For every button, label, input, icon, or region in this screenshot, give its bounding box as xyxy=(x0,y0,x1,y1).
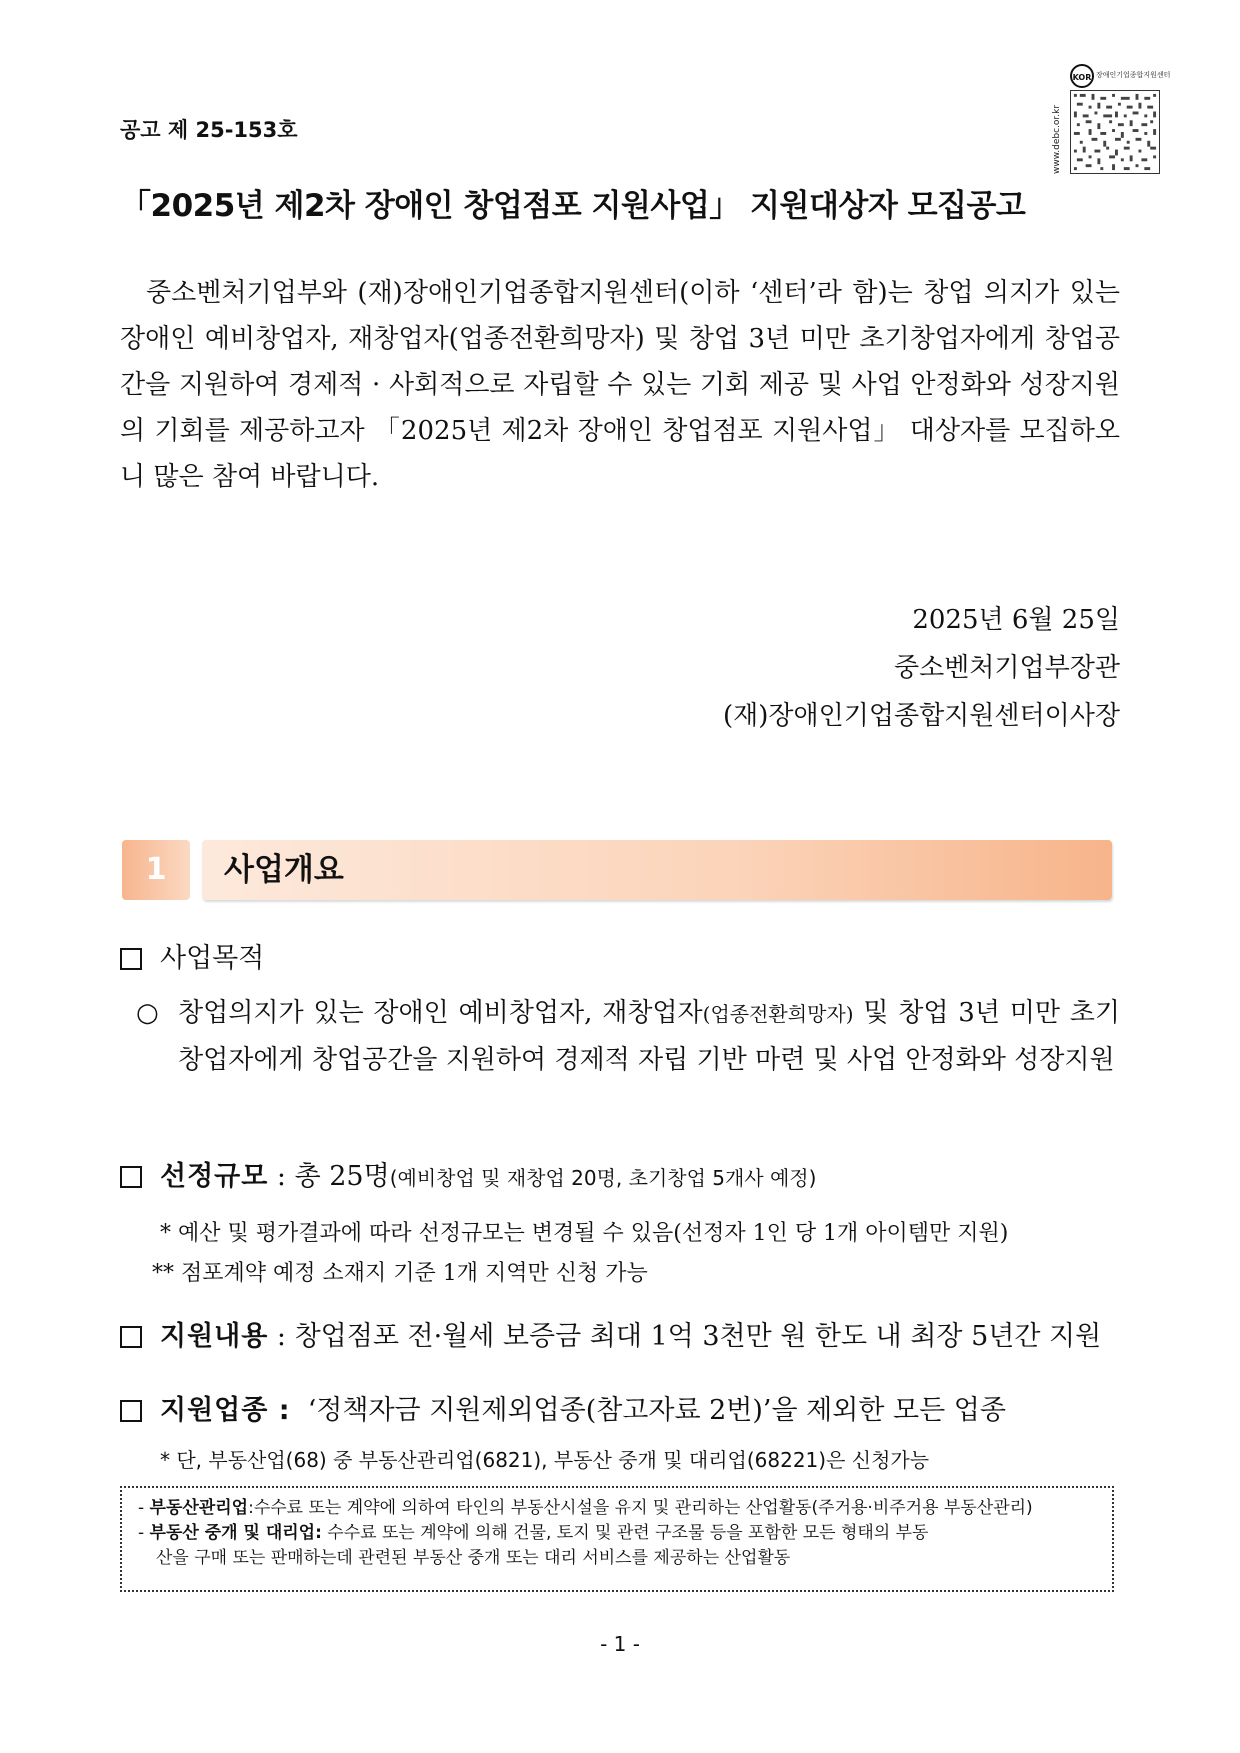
section-header-1 xyxy=(122,840,1112,900)
content-heading-text: 지원내용 xyxy=(160,1321,269,1352)
definition-item-2-continued: 산을 구매 또는 판매하는데 관련된 부동산 중개 또는 대리 서비스를 제공하는 산업활동 xyxy=(156,1548,791,1568)
purpose-text-b: 및 창업 3년 미만 초기창업자에게 창업공간을 지원하여 경제적 자립 기반 마련 및 사업 안정화와 성장지원 xyxy=(178,998,1120,1075)
definition-text-1: :수수료 또는 계약에 의하여 타인의 부동산시설을 유지 및 관리하는 산업활동(주거용·비주거용 부동산관리) xyxy=(248,1498,1033,1518)
purpose-text-small: (업종전환희망자) xyxy=(702,1002,854,1026)
checkbox-square-icon xyxy=(120,1400,142,1422)
purpose-heading xyxy=(120,936,264,975)
qr-code-icon xyxy=(1070,90,1160,174)
scale-detail: (예비창업 및 재창업 20명, 초기창업 5개사 예정) xyxy=(389,1166,817,1190)
scale-separator: : xyxy=(268,1161,295,1192)
industry-value: ‘정책자금 지원제외업종(참고자료 2번)’을 제외한 모든 업종 xyxy=(307,1395,1006,1426)
scale-heading-text: 선정규모 xyxy=(160,1161,269,1192)
qr-caption: 장애인기업종합지원센터 xyxy=(1096,71,1171,79)
industry-heading-text: 지원업종 : xyxy=(160,1395,291,1426)
signature-block xyxy=(723,596,1120,740)
issuer-center: (재)장애인기업종합지원센터이사장 xyxy=(722,701,1120,731)
bullet-circle-icon: ○ xyxy=(136,998,159,1028)
notice-number: 공고 제 25-153호 xyxy=(120,118,298,142)
content-separator: : xyxy=(268,1321,295,1352)
dash: - xyxy=(138,1523,145,1543)
definitions-box xyxy=(120,1486,1114,1592)
scale-heading xyxy=(120,1154,816,1193)
checkbox-square-icon xyxy=(120,1166,142,1188)
section-title: 사업개요 xyxy=(224,852,344,888)
purpose-body xyxy=(136,990,1120,1083)
issuer-ministry: 중소벤처기업부장관 xyxy=(893,653,1120,683)
content-heading xyxy=(120,1314,1101,1353)
scale-note-1: * 예산 및 평가결과에 따라 선정규모는 변경될 수 있음(선정자 1인 당 1개 아이템만 지원) xyxy=(160,1221,1009,1246)
page-number: - 1 - xyxy=(600,1632,640,1656)
scale-value: 총 25명 xyxy=(294,1161,390,1192)
definition-item-1 xyxy=(138,1496,1096,1521)
logo-icon: KOR xyxy=(1070,64,1094,88)
scale-note-2: ** 점포계약 예정 소재지 기준 1개 지역만 신청 가능 xyxy=(152,1261,648,1286)
industry-heading xyxy=(120,1388,1006,1427)
intro-paragraph xyxy=(120,270,1120,500)
purpose-heading-text: 사업목적 xyxy=(160,943,265,974)
announcement-date: 2025년 6월 25일 xyxy=(912,605,1120,635)
checkbox-square-icon xyxy=(120,1326,142,1348)
purpose-text xyxy=(136,990,1120,1083)
qr-code-block xyxy=(1052,64,1171,174)
definition-item-2 xyxy=(138,1521,1096,1546)
checkbox-square-icon xyxy=(120,948,142,970)
definition-label-1: 부동산관리업 xyxy=(149,1498,249,1518)
intro-text: 중소벤처기업부와 (재)장애인기업종합지원센터(이하 ‘센터’라 함)는 창업 의지가 있는 장애인 예비창업자, 재창업자(업종전환희망자) 및 창업 3년 미만 초기창업자에게 창업공간을 지원하여 경제적 · 사회적으로 자립할 수 있는 기회 제공 및 사업 안정화와 성장지원의 기회를 제공하고자 「2025년 제2차 장애인 창업점포 지원사업」 대상자를 모집하오니 많은 참여 바랍니다. xyxy=(120,278,1120,492)
definition-text-2: 수수료 또는 계약에 의해 건물, 토지 및 관련 구조물 등을 포함한 모든 형태의 부동 xyxy=(321,1523,929,1543)
definition-label-2: 부동산 중개 및 대리업: xyxy=(149,1523,322,1543)
dash: - xyxy=(138,1498,145,1518)
purpose-text-a: 창업의지가 있는 장애인 예비창업자, 재창업자 xyxy=(178,998,703,1028)
content-value: 창업점포 전·월세 보증금 최대 1억 3천만 원 한도 내 최장 5년간 지원 xyxy=(294,1321,1102,1352)
industry-note: * 단, 부동산업(68) 중 부동산관리업(6821), 부동산 중개 및 대리업(68221)은 신청가능 xyxy=(160,1448,930,1472)
section-title-bar xyxy=(202,840,1112,900)
section-number: 1 xyxy=(122,840,190,900)
qr-url-text: www.debc.or.kr xyxy=(1052,104,1062,174)
page-title: 「2025년 제2차 장애인 창업점포 지원사업」 지원대상자 모집공고 xyxy=(120,188,1026,224)
